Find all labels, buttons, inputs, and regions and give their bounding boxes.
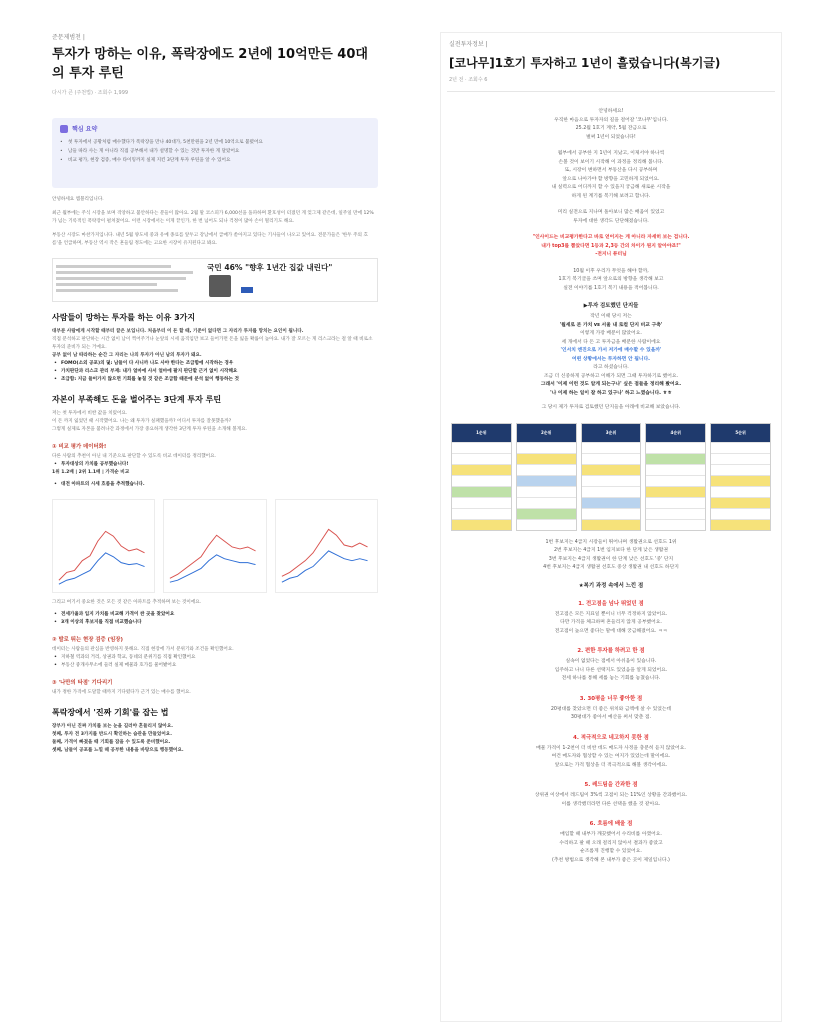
body-line: 라고 하셨습니다. [593, 365, 629, 370]
step-list [52, 611, 378, 627]
table-header: 2순위 [540, 429, 552, 435]
section-heading: ▶투자 검토했던 단지들 [583, 303, 639, 309]
lesson-line: 실속이 없었다는 점에서 아쉬움이 있습니다. [565, 659, 657, 664]
lesson-title: 2. 편한 투자를 하려고 한 점 [577, 648, 645, 654]
step-title: ① 비교 평가 데이터화! [52, 444, 107, 450]
right-article [440, 32, 782, 1022]
lesson-title: 3. 30평을 너무 좋아한 점 [579, 695, 643, 702]
candidate-table [581, 423, 642, 531]
body-line: '월세로 본 가치 vs 서울 내 로컬 단지 비교 구축' [559, 322, 663, 328]
body-line: 이렇게 가장 배분이 많았어요. [580, 331, 642, 336]
news-headline-block [203, 259, 377, 301]
quote-line: "인사이드는 비교평가한다고 바로 얻어지는 게 아니라 자세히 보는 겁니다. [532, 235, 690, 240]
highlight-line: '인서치 엔진으로 가서 저가에 매수할 수 있을까' [560, 348, 662, 353]
body-line: 투자에 대한 생각도 단단해졌습니다. [573, 218, 649, 224]
closing-line: 첫째, 투자 전 3가지를 반드시 확인하는 습관을 만들었어요. [52, 732, 172, 737]
summary-item: • 비교 평가, 현장 검증, 매수 타이밍까지 실제 지킨 3단계 투자 루틴을 알 수 있어요 [60, 156, 370, 165]
body-line: 또, 시장이 변하면서 부동산을 다시 공부하며 [564, 168, 658, 173]
body-line: 우직한 마음으로 투자자의 길을 걸어갈 '코나무'입니다. [554, 117, 668, 123]
lesson-title: 6. 흐름에 배울 점 [589, 821, 633, 827]
section-title: 폭락장에서 '진짜 기회'를 잡는 법 [52, 708, 169, 717]
summary-item: • 남들 따라 사는 게 아니라 직접 공부해서 내가 설명할 수 있는 것만 투자한 게 달랐어요 [60, 147, 370, 156]
step-list [52, 654, 378, 670]
body-line: 손볼 것이 보이기 시작해 이 과정을 정리해 봅니다. [558, 159, 664, 165]
reason-item: • FOMO(소외 공포)의 덫: 남들이 다 사니까 나도 사야 한다는 조급함에 시작하는 경우 [52, 360, 378, 368]
left-article [46, 28, 384, 1024]
section-title: 사람들이 망하는 투자를 하는 이유 3가지 [52, 313, 196, 322]
lesson-line: 매물 가격이 1-2천이 더 비싼 데도 매도자 사정을 충분히 듣지 않았어요. [536, 745, 686, 751]
section-intro: 이 돈 까지 잃었던 때 시작했어요. 나는 왜 투자가 실패했을까? 어디서 투자를 잘못했을까? [52, 419, 232, 424]
table-note: 1번 후보지는 4급지 시장들이 뛰어나며 생활권으로 선호도 1위 [545, 539, 677, 545]
candidate-table [451, 423, 512, 531]
step-item: • 지하철 역과의 거리, 상권과 학교, 동네의 분위기를 직접 확인했어요 [52, 654, 378, 662]
section-lead: 대부분 사람에게 시작할 때부터 끝은 보입니다. 처음부터 이 돈 할 때, 기준이 없다면 그 자리가 투자를 망치는 요인이 됩니다. [52, 329, 304, 334]
table-header: 4순위 [670, 429, 682, 435]
step-item: • 부동산 중개사무소에 들러 실제 매물과 호가를 물어봤어요 [52, 662, 378, 670]
body-line: 월부에서 공부한 지 1년이 지났고, 이제서야 하나씩 [557, 151, 665, 156]
lessons-heading: ★복기 과정 속에서 느낀 점 [578, 582, 644, 589]
step-answer: 1위 1.2배 | 2위 1.1배 | 가격순 비교 [52, 470, 130, 475]
article-meta: 다시가 큰 (주천법) · 조회수 1,999 [52, 90, 129, 96]
price-chart [275, 499, 378, 593]
summary-icon [60, 125, 68, 133]
table-header: 5순위 [735, 429, 746, 435]
step-lead: 다른 사람의 추천이 아닌 내 기준으로 판단할 수 있도록 비교 데이터를 정리했어요. [52, 454, 216, 459]
closing-line: 둘째, 가격이 빠졌을 때 기회를 잡을 수 있도록 준비했어요. [52, 740, 171, 745]
step-lead: 내가 정한 가격에 도달할 때까지 기다렸다가 근거 있는 매수를 했어요. [52, 690, 191, 695]
body-line: 25.2월 1호기 계약, 5월 잔금으로 [575, 126, 647, 131]
news-logo [241, 287, 253, 293]
price-chart-line [282, 551, 368, 582]
body-line: 그 당시 제가 투자로 검토했던 단지들을 아래에 비교해 보았습니다. [541, 405, 681, 410]
body-line: 벌써 1년이 되었습니다! [586, 134, 636, 140]
lesson-line: 이를 생각했더라면 다른 선택을 했을 것 같아요. [561, 801, 661, 807]
lesson-line: 전고점은 모든 지표일 뿐이니 너무 걱정하지 않았어요. [554, 611, 668, 617]
section-title: 자본이 부족해도 돈을 벌어주는 3단계 투자 루틴 [52, 395, 222, 404]
step-lead: 데이터는 사람들의 관심을 반영하지 못해요. 직접 현장에 가서 분위기와 조건을 확인했어요. [52, 647, 234, 652]
price-chart [52, 499, 155, 593]
article-title: 투자가 망하는 이유, 폭락장에도 2년에 10억만든 40대의 투자 루틴 [52, 47, 368, 81]
intro-para: 안녕하세요 엠블리입니다. [52, 197, 104, 202]
step-title: ③ '나만의 타점' 기다리기 [52, 680, 113, 686]
step-list [52, 481, 378, 489]
price-chart-line [170, 535, 256, 578]
lesson-line: 매입할 때 내부가 깨끗했어서 수리비를 아꼈어요. [560, 832, 662, 837]
lesson-line: 입주하고 나니 다른 선택지도 있었음을 알게 되었어요. [554, 667, 668, 673]
step-item: • 3개 이상의 후보지를 직접 비교했습니다 [52, 619, 378, 627]
lesson-line: 전고점이 높으면 좋다는 말에 대해 궁금해졌어요. ㅋㅋ [554, 628, 668, 634]
body-line: 실전 이야기를 1호기 복기 내용을 적어봅니다. [563, 285, 659, 291]
price-chart-line [170, 555, 256, 582]
reasons-list [52, 360, 378, 384]
article-meta: 2년 전 · 조회수 6 [449, 77, 488, 83]
quote-author: -전지니 튜터님 [595, 252, 627, 257]
summary-list [60, 138, 370, 165]
lesson-line: 앞으로는 가격 협상을 더 적극적으로 해볼 생각이에요. [554, 762, 668, 768]
candidate-table [710, 423, 771, 531]
table-header: 1순위 [476, 429, 487, 435]
closing-line: 장부가 아닌 진짜 가치를 보는 눈을 길러야 흔들리지 않아요. [52, 724, 174, 729]
lesson-line: 여건 매도자와 협상할 수 있는 여지가 있었는데 말이에요. [551, 754, 671, 759]
intro-para: 부동산 시장도 마찬가지입니다. 내년 5월 양도세 중과 유예 종료를 앞두고 강남에서 급매가 쏟아지고 있다는 기사들이 나오고 있어요. 전문가들은 '한두 주의 흐름'을 언급하며, 부동산 역시 작은 흔들림 정도에는 고요한 시장이 유지된다고 봐요. [52, 233, 368, 246]
lesson-line: (추천 방법으로 생각해 본 내부가 좋은 곳이 제일입니다.) [552, 857, 670, 863]
lesson-line: 전세 하나를 통해 세를 놓는 기회를 놓쳤습니다. [561, 676, 661, 681]
article-category[interactable]: 준문제범천 | [52, 34, 85, 41]
body-line: 안녕하세요! [598, 109, 624, 114]
body-line: 미리 실전으로 지나며 돌아보니 많은 배움이 있었고 [557, 210, 665, 215]
body-line: 세 개에서 다 돈 고 투자금을 배분한 사람이에요 [561, 339, 661, 345]
body-line: '나 이제 하는 일이 잘 하고 있구나' 하고 느꼈습니다. ㅎㅎ [550, 390, 672, 396]
article-title: [코나무]1호기 투자하고 1년이 흘렀습니다(복기글) [449, 56, 721, 70]
step-item: • 전세가율과 입지 가치를 비교해 가격이 싼 곳을 찾았어요 [52, 611, 378, 619]
table-note: 3번 후보지는 4급지 생활권이 한 단계 낮은 선호도 '중' 단지 [548, 556, 674, 562]
lesson-line: 순조롭게 진행할 수 있었어요. [580, 849, 642, 854]
reason-item: • 가치판단과 리스크 관리 부재: 내가 얼마에 사서 얼마에 팔지 판단할 근거 없이 시작해요 [52, 368, 378, 376]
price-chart-line [282, 529, 368, 576]
chart-note: 그리고 여기서 중요한 것은 모든 것 같은 아파트를 추적하며 보는 것이에요. [52, 600, 202, 605]
lesson-title: 5. 레드팀을 간과한 점 [584, 782, 638, 788]
step-list [52, 461, 378, 469]
lesson-line: 30평대가 좋아서 예산을 써서 맞춘 점. [570, 715, 652, 720]
section-body: 직접 분석하고 판단하는 시간 없이 남이 찍어주거나 눈앞의 시세 움직임만 보고 들어가면 돈을 잃을 확률이 높아요. 내가 잘 모르는 게 리스크라는 걸 알 때 비로소 투자의 준비가 되는 거예요. [52, 337, 373, 350]
intro-para: 최근 월부에는 주식 시장을 보며 격앙하고 불안하다는 분들이 많아요. 2월 말 코스피가 6,000선을 돌파하며 환호성이 터졌던 게 엊그제 같은데, 일주일 만에 12%가 넘는 기록적인 폭락장이 펼쳐졌어요. 이런 시장에서는 이게 끝인가, 한 번 넘어도 되나 걱정이 많아 손이 떨리기도 해요. [52, 211, 374, 224]
section-intro: 저는 첫 투자에서 비싼 값을 치렀어요. [52, 411, 128, 416]
body-line: 1호기 복기글을 쓰며 앞으로의 방향을 생각해 보고 [558, 277, 664, 282]
body-line: 내 실력으로 어디까지 할 수 있을지 궁금해 새로운 시작을 [551, 185, 671, 190]
table-header: 3순위 [605, 429, 617, 435]
lesson-line: 다만 가격을 체크하며 흔들리지 않게 공부했어요. [560, 620, 662, 625]
lesson-title: 1. 전고점을 넘나 뛰었던 점 [578, 600, 644, 607]
body-line: 하게 된 계기를 복기해 보려고 합니다. [571, 193, 651, 199]
summary-label: 핵심 요약 [72, 126, 98, 133]
news-photo [209, 275, 231, 297]
table-note: 2번 후보지는 4급지 1번 입지보다 한 단계 낮은 생활권 [553, 548, 669, 553]
step-title: ② 발로 뛰는 현장 검증 (임장) [52, 637, 123, 643]
news-text-block [53, 259, 203, 301]
section-emphasis: 공부 없이 남 따라하는 순간 그 자리는 나의 투자가 아닌 남의 투자가 돼요. [52, 353, 202, 358]
price-chart [163, 499, 266, 593]
summary-item: • 첫 투자에서 공황처럼 매수했다가 폭락장을 만나 40대가, 5천만원을 2년 만에 10억으로 불렸어요 [60, 138, 370, 147]
news-headline: 국민 46% "향후 1년간 집값 내린다" [207, 263, 333, 272]
candidate-table [516, 423, 577, 531]
body-line: 작년 이때 당시 저는 [590, 314, 632, 319]
section-intro: 그렇게 실제로 자본을 불려나간 과정에서 가장 중요하게 생각한 3단계 투자 루틴을 소개해 볼게요. [52, 427, 247, 432]
body-line: 10월 이후 우리가 무엇을 해야 할까, [573, 268, 649, 274]
reason-item: • 조급함: 지금 들어가지 않으면 기회를 놓칠 것 같은 조급함 때문에 분석 없이 행동하는 것 [52, 376, 378, 384]
candidate-tables [451, 423, 771, 531]
body-line: 그래서 '이제 이런 것도 알게 되는구나' 싶은 점들을 정리해 봤어요. [540, 382, 682, 387]
price-charts [52, 499, 378, 593]
summary-header [60, 124, 370, 133]
body-line: 조금 더 신중하게 공부하고 이해가 되면 그때 투자하기로 했어요. [543, 373, 679, 379]
step-item: • 투자대상의 가치를 공부했습니다! [52, 461, 378, 469]
table-note: 4번 후보지는 4급지 생활권 선호도 중상 생활권 내 선호도 하단지 [543, 565, 679, 570]
lesson-line: 20평대를 찾았으면 더 좋은 위치와 금액에 살 수 있었는데 [550, 706, 672, 712]
news-image [52, 258, 378, 302]
price-chart-line [59, 553, 145, 584]
lesson-title: 4. 적극적으로 네고하지 못한 점 [573, 734, 649, 741]
article-category[interactable]: 실전투자정보 | [449, 41, 488, 48]
body-line: 앞으로 나아가야 할 방향을 고민하게 되었어요. [562, 176, 660, 182]
price-chart-line [59, 531, 145, 580]
step-item: • 대전 아파트의 시세 흐름을 추적했습니다. [52, 481, 378, 489]
highlight-line: 어떤 상황에서는 투자하면 안 됩니다. [571, 356, 650, 362]
candidate-table [645, 423, 706, 531]
quote-line: 내가 top3를 뽑았다면 1등과 2,3등 간의 차이가 뭔지 알아야죠!" [541, 243, 681, 249]
summary-box [52, 118, 378, 188]
lesson-line: 상위권 이상에서 레드팀이 3%씩 고점이 되는 11%인 상황을 간과했어요. [534, 793, 688, 798]
lesson-line: 수리하고 팔 때 오래 걸리지 않아서 결과가 좋았고 [559, 840, 663, 846]
closing-line: 셋째, 남들이 공포를 느낄 때 공부한 내용을 바탕으로 행동했어요. [52, 748, 184, 753]
